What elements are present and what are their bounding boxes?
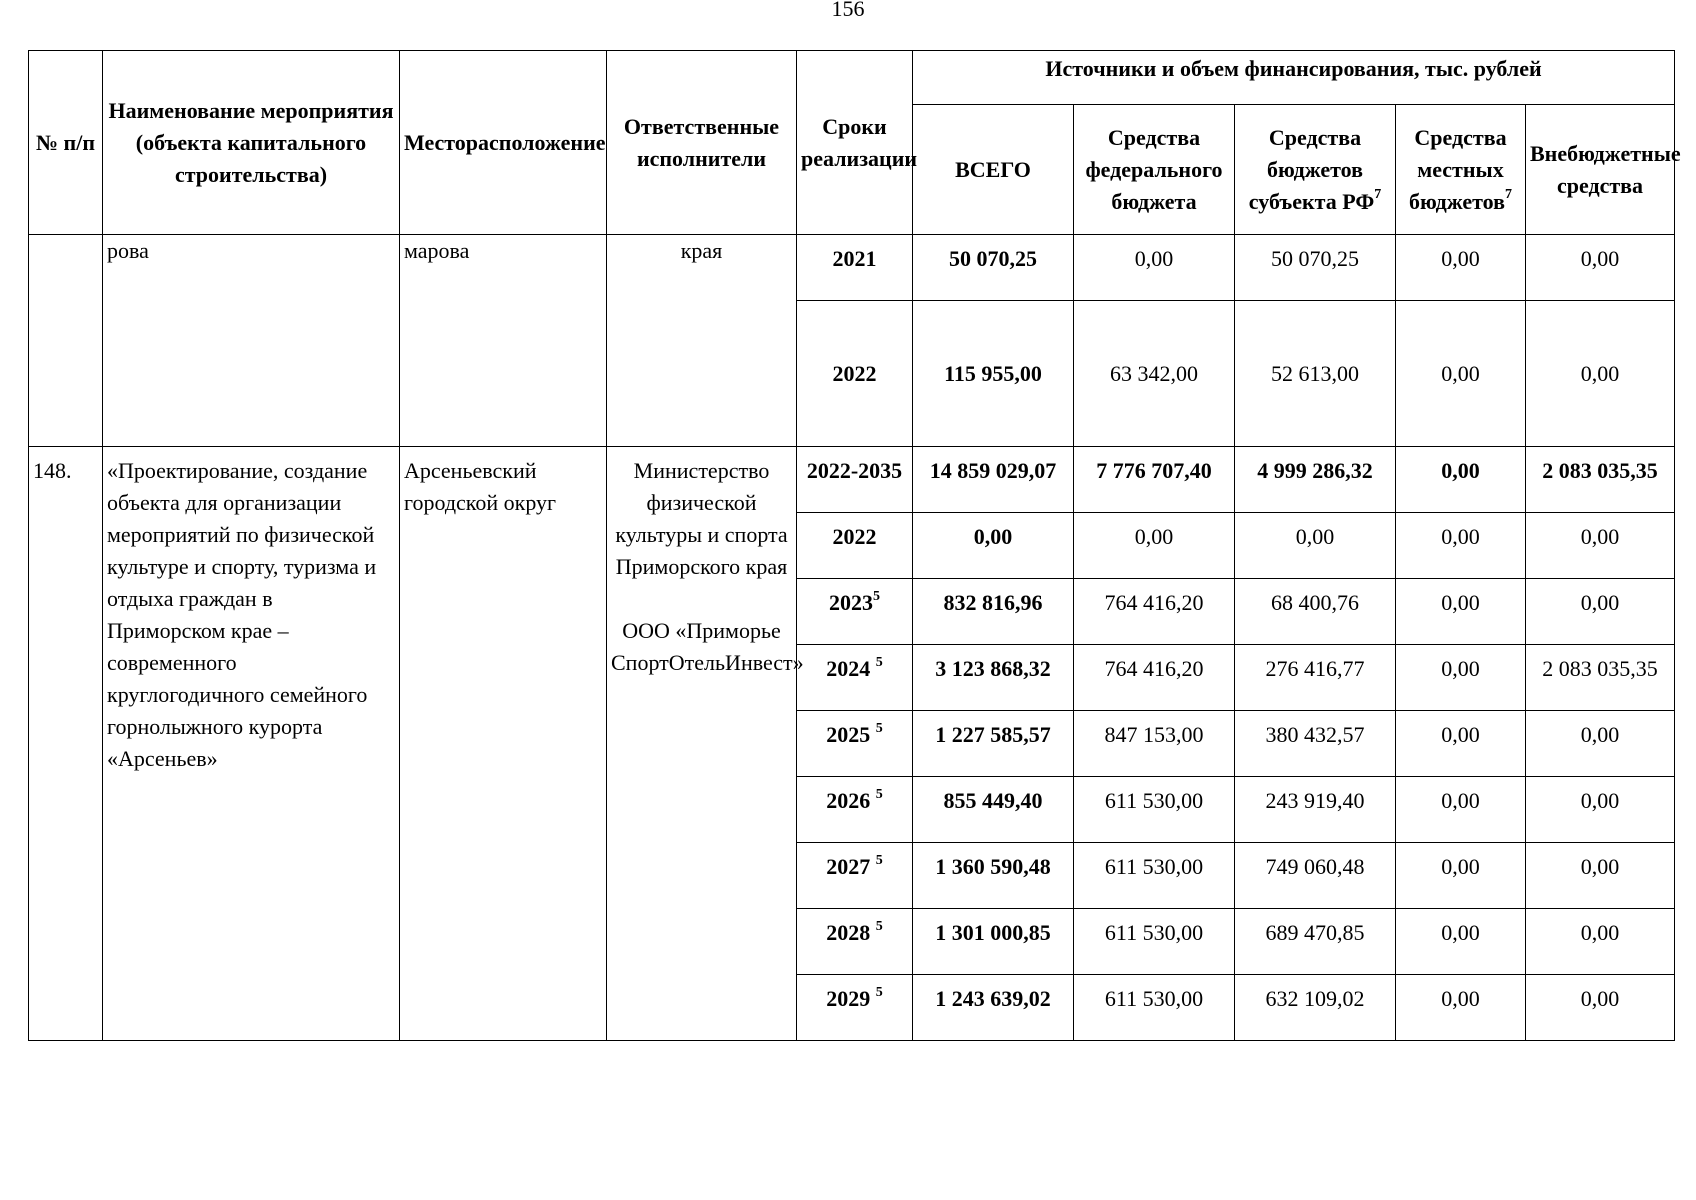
- footnote-ref: 5: [875, 918, 883, 934]
- row-federal: 764 416,20: [1074, 579, 1235, 645]
- header-responsible: Ответственные исполнители: [607, 51, 797, 235]
- row-regional: 4 999 286,32: [1235, 447, 1396, 513]
- year-text: 2029: [826, 986, 876, 1011]
- row-year: [797, 513, 913, 579]
- row-federal: 847 153,00: [1074, 711, 1235, 777]
- row-federal: 611 530,00: [1074, 975, 1235, 1041]
- row-extra: 0,00: [1526, 711, 1675, 777]
- header-regional-text: Средства бюджетов субъекта РФ: [1248, 124, 1375, 214]
- header-extra: Внебюджетные средства: [1526, 105, 1675, 235]
- table-row: [29, 447, 1675, 513]
- row-regional: 749 060,48: [1235, 843, 1396, 909]
- responsible-ministry: Министерство физической культуры и спорта Приморского края: [615, 458, 788, 579]
- year-text: 2026: [826, 788, 876, 813]
- row-extra: 2 083 035,35: [1526, 447, 1675, 513]
- row-total: 14 859 029,07: [913, 447, 1074, 513]
- row-total: 1 301 000,85: [913, 909, 1074, 975]
- header-federal: Средства федерального бюджета: [1074, 105, 1235, 235]
- row-year: [797, 447, 913, 513]
- table-row: [29, 235, 1675, 301]
- header-local: [1396, 105, 1526, 235]
- row-total: 50 070,25: [913, 235, 1074, 301]
- row-extra: 0,00: [1526, 777, 1675, 843]
- footnote-ref: 5: [875, 654, 883, 670]
- row-local: 0,00: [1396, 513, 1526, 579]
- row-local: 0,00: [1396, 579, 1526, 645]
- row-regional: 52 613,00: [1235, 301, 1396, 447]
- item-responsible: [607, 447, 804, 1041]
- row-total: 855 449,40: [913, 777, 1074, 843]
- row-extra: 0,00: [1526, 909, 1675, 975]
- header-terms: Сроки реализации: [797, 51, 913, 235]
- footnote-ref: 7: [1374, 187, 1382, 203]
- footnote-ref: 5: [875, 720, 883, 736]
- row-local: 0,00: [1396, 975, 1526, 1041]
- carry-no: [29, 235, 103, 447]
- row-year: [797, 777, 913, 843]
- row-federal: 611 530,00: [1074, 777, 1235, 843]
- row-year: [797, 301, 913, 447]
- row-regional: 0,00: [1235, 513, 1396, 579]
- carry-name: рова: [103, 235, 400, 447]
- row-local: 0,00: [1396, 645, 1526, 711]
- row-regional: 243 919,40: [1235, 777, 1396, 843]
- row-local: 0,00: [1396, 711, 1526, 777]
- footnote-ref: 5: [875, 786, 883, 802]
- header-local-text: Средства местных бюджетов: [1409, 124, 1507, 214]
- year-text: 2022: [832, 524, 877, 549]
- header-name: Наименование мероприятия (объекта капитального строительства): [103, 51, 400, 235]
- year-text: 2023: [829, 590, 873, 615]
- row-federal: 7 776 707,40: [1074, 447, 1235, 513]
- row-year: [797, 909, 913, 975]
- row-federal: 0,00: [1074, 513, 1235, 579]
- row-regional: 276 416,77: [1235, 645, 1396, 711]
- year-text: 2021: [832, 246, 877, 271]
- row-local: 0,00: [1396, 301, 1526, 447]
- header-location: Месторасположение: [400, 51, 607, 235]
- row-extra: 2 083 035,35: [1526, 645, 1675, 711]
- table-header: [29, 51, 1681, 235]
- year-text: 2022: [832, 360, 877, 386]
- footnote-ref: 5: [875, 852, 883, 868]
- footnote-ref: 5: [875, 984, 883, 1000]
- header-total: ВСЕГО: [913, 105, 1074, 235]
- table-body: [29, 235, 1675, 1041]
- item-no: 148.: [29, 447, 103, 1041]
- year-text: 2028: [826, 920, 876, 945]
- row-local: 0,00: [1396, 843, 1526, 909]
- row-local: 0,00: [1396, 909, 1526, 975]
- row-total: 1 243 639,02: [913, 975, 1074, 1041]
- row-total: 1 360 590,48: [913, 843, 1074, 909]
- row-total: 1 227 585,57: [913, 711, 1074, 777]
- row-extra: 0,00: [1526, 513, 1675, 579]
- row-year: [797, 235, 913, 301]
- row-year: [797, 579, 913, 645]
- row-year: [797, 711, 913, 777]
- header-regional: [1235, 105, 1396, 235]
- row-year: [797, 645, 913, 711]
- year-text: 2022-2035: [806, 458, 903, 483]
- row-year: [797, 975, 913, 1041]
- header-no: № п/п: [29, 51, 103, 235]
- year-text: 2027: [826, 854, 876, 879]
- footnote-ref: 7: [1504, 187, 1512, 203]
- header-sources: Источники и объем финансирования, тыс. рублей: [913, 51, 1675, 105]
- row-local: 0,00: [1396, 777, 1526, 843]
- carry-location: марова: [400, 235, 607, 447]
- responsible-company: ООО «Приморье СпортОтельИнвест»: [611, 618, 804, 675]
- carry-responsible: края: [607, 235, 797, 447]
- row-regional: 380 432,57: [1235, 711, 1396, 777]
- item-name: «Проектирование, создание объекта для организации мероприятий по физической культуре и спорту, туризма и отдыха граждан в Приморском крае – современного круглогодичного семейного горнолыжного курорта «Арсеньев»: [103, 447, 400, 1041]
- row-year: [797, 843, 913, 909]
- row-total: 832 816,96: [913, 579, 1074, 645]
- row-total: 0,00: [913, 513, 1074, 579]
- row-federal: 611 530,00: [1074, 909, 1235, 975]
- row-regional: 50 070,25: [1235, 235, 1396, 301]
- row-regional: 632 109,02: [1235, 975, 1396, 1041]
- year-text: 2025: [826, 722, 876, 747]
- row-extra: 0,00: [1526, 235, 1675, 301]
- row-extra: 0,00: [1526, 843, 1675, 909]
- row-extra: 0,00: [1526, 975, 1675, 1041]
- footnote-ref: 5: [873, 588, 880, 604]
- row-regional: 68 400,76: [1235, 579, 1396, 645]
- financing-table: [28, 50, 1681, 1041]
- row-regional: 689 470,85: [1235, 909, 1396, 975]
- row-federal: 63 342,00: [1074, 301, 1235, 447]
- item-location: Арсеньевский городской округ: [400, 447, 607, 1041]
- row-extra: 0,00: [1526, 301, 1675, 447]
- page-number: 156: [831, 0, 865, 21]
- row-total: 115 955,00: [913, 301, 1074, 447]
- row-local: 0,00: [1396, 235, 1526, 301]
- row-extra: 0,00: [1526, 579, 1675, 645]
- row-total: 3 123 868,32: [913, 645, 1074, 711]
- spacer: [611, 583, 792, 615]
- row-federal: 0,00: [1074, 235, 1235, 301]
- row-federal: 764 416,20: [1074, 645, 1235, 711]
- year-text: 2024: [826, 656, 876, 681]
- row-federal: 611 530,00: [1074, 843, 1235, 909]
- row-local: 0,00: [1396, 447, 1526, 513]
